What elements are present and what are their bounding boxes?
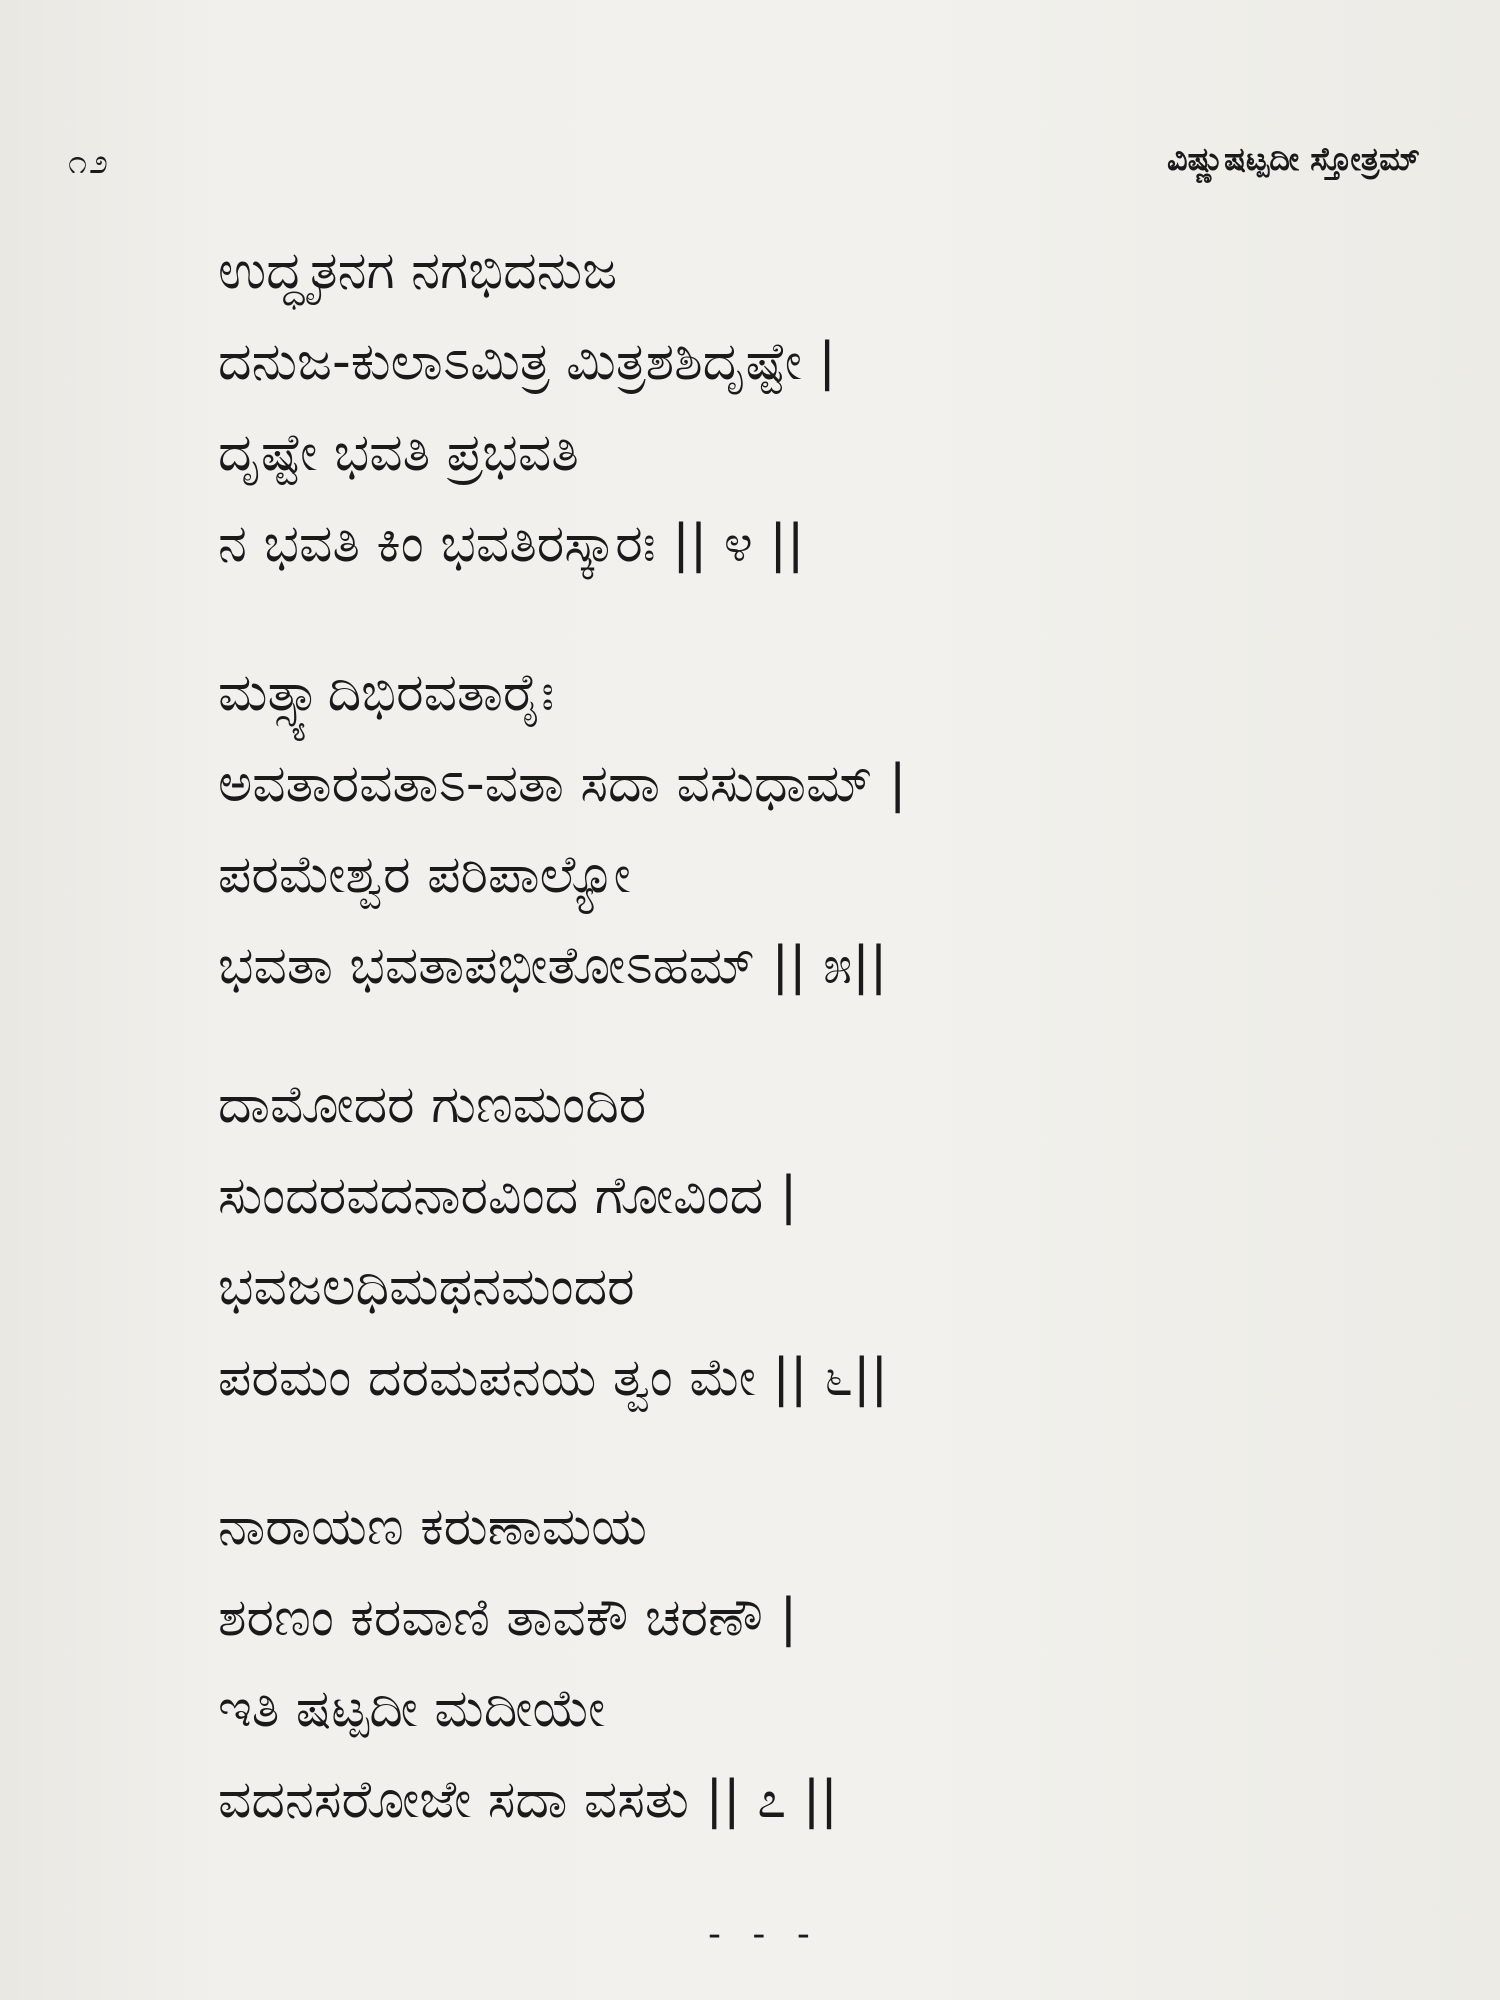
- end-divider: - - -: [708, 1914, 820, 1955]
- verse-line: ಮತ್ಸ್ಯಾದಿಭಿರವತಾರೈಃ: [218, 663, 555, 723]
- verse-line: ಅವತಾರವತಾಽ-ವತಾ ಸದಾ ವಸುಧಾಮ್ |: [218, 754, 907, 814]
- stanza-7: [218, 1482, 1368, 1846]
- page-number: ೧೨: [68, 142, 111, 182]
- verse-line: ವದನಸರೋಜೇ ಸದಾ ವಸತು || ೭ ||: [218, 1770, 838, 1830]
- verse-line: ಪರಮೇಶ್ವರ ಪರಿಪಾಲ್ಯೋ: [218, 845, 631, 905]
- stanza-6: [218, 1060, 1368, 1424]
- running-header-title: ವಿಷ್ಣುಷಟ್ಪದೀ ಸ್ತೋತ್ರಮ್: [1167, 140, 1420, 178]
- verse-line: ಪರಮಂ ದರಮಪನಯ ತ್ವಂ ಮೇ || ೬||: [218, 1348, 889, 1408]
- stanza-4: [218, 226, 1368, 590]
- verse-line: ಇತಿ ಷಟ್ಪದೀ ಮದೀಯೇ: [218, 1679, 606, 1739]
- verse-line: ನಾರಾಯಣ ಕರುಣಾಮಯ: [218, 1497, 647, 1557]
- verse-line: ದನುಜ-ಕುಲಾಽಮಿತ್ರ ಮಿತ್ರಶಶಿದೃಷ್ಟೇ |: [218, 332, 836, 392]
- verse-line: ದಾಮೋದರ ಗುಣಮಂದಿರ: [218, 1075, 647, 1135]
- verse-line: ಉದ್ಧೃತನಗ ನಗಭಿದನುಜ: [218, 241, 618, 301]
- verse-line: ನ ಭವತಿ ಕಿಂ ಭವತಿರಸ್ಕಾರಃ || ೪ ||: [218, 514, 805, 574]
- verse-line: ಭವಜಲಧಿಮಥನಮಂದರ: [218, 1257, 635, 1317]
- verse-line: ಭವತಾ ಭವತಾಪಭೀತೋಽಹಮ್ || ೫||: [218, 936, 888, 996]
- verse-line: ದೃಷ್ಟೇ ಭವತಿ ಪ್ರಭವತಿ: [218, 423, 579, 483]
- stanza-5: [218, 648, 1368, 1012]
- verse-line: ಸುಂದರವದನಾರವಿಂದ ಗೋವಿಂದ |: [218, 1166, 798, 1226]
- verse-line: ಶರಣಂ ಕರವಾಣಿ ತಾವಕೌ ಚರಣೌ |: [218, 1588, 798, 1648]
